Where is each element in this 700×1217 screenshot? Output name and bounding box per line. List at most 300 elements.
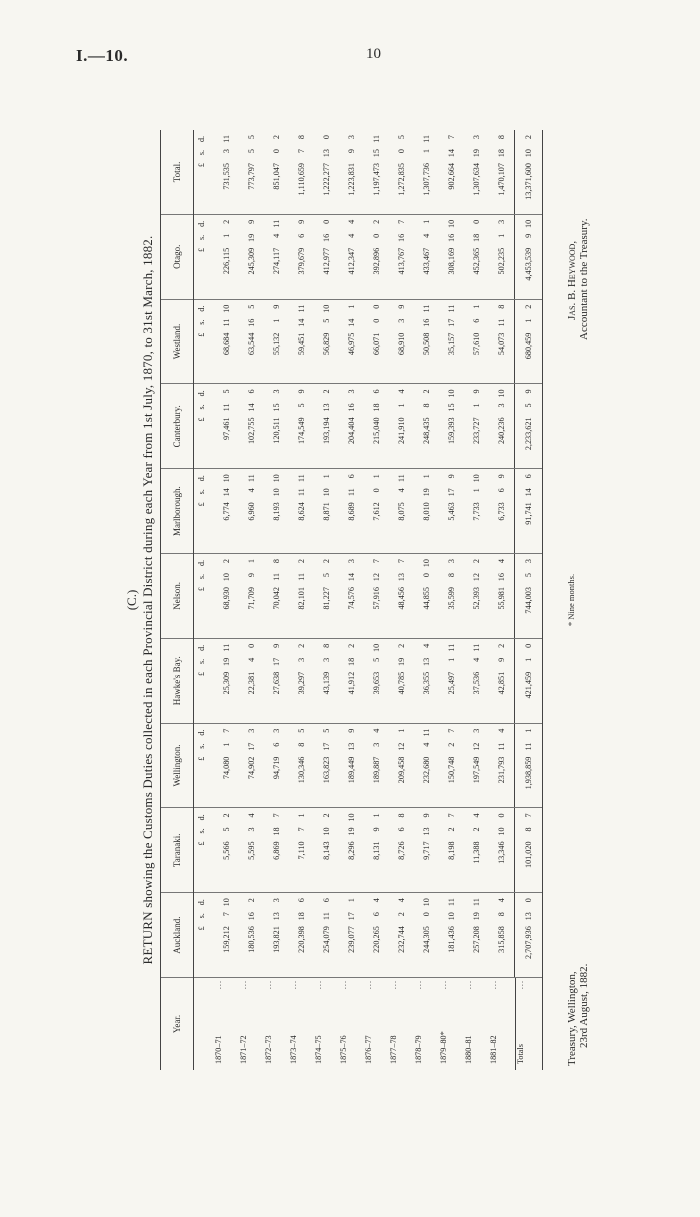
pence-value: 0 [524,898,533,903]
shillings-value: 14 [347,573,356,582]
pence-value: 11 [447,898,456,907]
unit-pence: d. [196,475,206,482]
amount-cell-total [339,130,364,214]
pence-value: 6 [347,474,356,479]
pounds-value: 413,767 [397,247,406,275]
pence-value: 9 [297,389,306,394]
amount-cell-marlborough [264,469,289,554]
shillings-value: 16 [247,318,256,327]
amount-cell-taranaki [264,808,289,893]
shillings-value: 1 [397,403,406,408]
shillings-value: 1 [422,149,431,154]
amount-cell-nelson [489,554,515,639]
pence-value: 4 [497,559,506,564]
shillings-value: 12 [372,573,381,582]
amount-cell-hawke-s-bay [314,638,339,723]
amount-cell-otago [339,214,364,299]
unit-labels [197,726,206,806]
pence-value: 1 [372,474,381,479]
amount-cell-total [489,130,515,214]
pence-value: 10 [497,389,506,398]
year-cell [464,978,489,1070]
pence-value: 2 [272,135,281,140]
shillings-value: 13 [524,912,533,921]
shillings-value: 8 [497,912,506,917]
pounds-value: 1,223,831 [347,163,356,196]
pounds-value: 231,793 [497,756,506,784]
pence-value: 1 [247,559,256,564]
pence-value: 11 [422,135,431,143]
shillings-value: 13 [397,573,406,582]
pence-value: 10 [447,389,456,398]
column-header-canterbury: Canterbury. [161,384,194,469]
pounds-value: 48,456 [397,587,406,610]
shillings-value: 5 [524,403,533,408]
amount-cell-auckland [264,893,289,978]
pence-value: 2 [397,643,406,648]
year-label: 1877–78 [389,1035,398,1064]
amount-cell-nelson [414,554,439,639]
amount-cell-marlborough [464,469,489,554]
amount-cell-nelson [289,554,314,639]
shillings-value: 6 [297,233,306,238]
footnote: * Nine months. [566,573,576,627]
pence-value: 5 [397,135,406,140]
unit-shilling: s. [196,319,206,325]
pounds-value: 379,679 [297,247,306,275]
amount-cell-westland [314,299,339,384]
pounds-value: 6,774 [222,502,231,521]
pence-value: 8 [322,643,331,648]
pence-value: 1 [322,474,331,479]
amount-cell-taranaki [489,808,515,893]
shillings-value: 1 [524,657,533,662]
shillings-value: 16 [447,233,456,243]
amount-cell-marlborough [389,469,414,554]
leader-dots: ... [489,980,498,990]
unit-pound: £ [196,332,206,337]
pounds-value: 57,916 [372,587,381,610]
amount-cell-otago [239,214,264,299]
pence-value: 10 [222,474,231,483]
pence-value: 0 [247,643,256,648]
shillings-value: 1 [272,318,281,323]
pounds-value: 220,398 [297,926,306,953]
shillings-value: 9 [497,657,506,662]
pence-value: 3 [347,135,356,140]
year-label: 1871–72 [239,1035,248,1064]
pounds-value: 412,977 [322,247,331,275]
unit-labels [197,386,206,466]
amount-cell-taranaki [515,808,543,893]
amount-cell-hawke-s-bay [414,638,439,723]
shillings-value: 2 [447,742,456,747]
amount-cell-marlborough [364,469,389,554]
pounds-value: 8,075 [397,502,406,521]
pence-value: 3 [347,559,356,564]
table-row [364,130,389,1070]
shillings-value: 11 [497,318,506,327]
unit-header-total [194,130,209,214]
totals-label: Totals [515,1044,525,1064]
amount-cell-taranaki [208,808,239,893]
amount-cell-otago [389,214,414,299]
pounds-value: 193,194 [322,417,331,445]
pence-value: 4 [347,219,356,224]
pounds-value: 46,975 [347,332,356,356]
pounds-value: 1,110,659 [297,163,306,196]
shillings-value: 4 [247,488,256,493]
pounds-value: 232,744 [397,926,406,953]
pence-value: 10 [272,474,281,483]
pounds-value: 27,638 [272,671,281,695]
unit-labels [197,132,206,212]
page-number: 10 [366,46,381,62]
table-row [489,130,515,1070]
pence-value: 11 [447,304,456,313]
amount-cell-westland [239,299,264,384]
pence-value: 5 [222,389,231,394]
shillings-value: 13 [272,912,281,921]
pence-value: 8 [397,813,406,818]
shillings-value: 14 [524,488,533,497]
table-row [439,130,464,1070]
amount-cell-auckland [364,893,389,978]
amount-cell-marlborough [208,469,239,554]
shillings-value: 11 [222,403,231,412]
pence-value: 11 [222,643,231,652]
shillings-value: 12 [472,742,481,751]
pounds-value: 308,169 [447,247,456,275]
pence-value: 11 [397,474,406,483]
issue-date: 23rd August, 1882. [578,963,590,1048]
shillings-value: 5 [247,149,256,154]
pounds-value: 150,748 [447,756,456,784]
pounds-value: 35,599 [447,587,456,610]
unit-pence: d. [196,644,206,651]
pence-value: 9 [524,389,533,394]
unit-pound: £ [196,587,206,592]
shillings-value: 9 [524,233,533,238]
document-reference: I.—10. [76,46,129,65]
amount-cell-wellington [389,723,414,808]
pounds-value: 315,858 [497,926,506,953]
amount-cell-total [464,130,489,214]
pence-value: 2 [497,643,506,648]
shillings-value: 5 [524,573,533,578]
pounds-value: 502,235 [497,247,506,275]
amount-cell-auckland [208,893,239,978]
amount-cell-otago [515,214,543,299]
amount-cell-wellington [414,723,439,808]
shillings-value: 8 [297,742,306,747]
pence-value: 9 [272,643,281,648]
shillings-value: 3 [397,318,406,323]
shillings-value: 12 [397,742,406,751]
shillings-value: 1 [524,318,533,323]
pounds-value: 8,624 [297,502,306,521]
column-header-nelson: Nelson. [161,554,194,639]
unit-pence: d. [196,899,206,906]
unit-pound: £ [196,926,206,931]
pounds-value: 7,110 [297,841,306,860]
pence-value: 2 [222,813,231,818]
totals-row [515,130,543,1070]
year-cell [264,978,289,1070]
shillings-value: 4 [472,657,481,662]
unit-pence: d. [196,136,206,142]
pounds-value: 159,393 [447,417,456,445]
year-column-header: Year. [161,978,194,1071]
pence-value: 9 [247,219,256,224]
unit-labels [197,556,206,636]
pence-value: 0 [497,813,506,818]
pounds-value: 66,071 [372,332,381,356]
pounds-value: 59,451 [297,332,306,356]
shillings-value: 3 [222,149,231,154]
pounds-value: 120,511 [272,417,281,444]
unit-pence: d. [196,814,206,821]
pounds-value: 452,365 [472,247,481,275]
shillings-value: 15 [272,403,281,412]
pence-value: 6 [322,898,331,903]
pence-value: 7 [447,728,456,733]
pounds-value: 193,821 [272,926,281,953]
amount-cell-hawke-s-bay [289,638,314,723]
year-cell [314,978,339,1070]
pounds-value: 5,566 [222,841,231,860]
shillings-value: 7 [297,827,306,832]
unit-header-wellington [194,723,209,808]
amount-cell-westland [464,299,489,384]
customs-duties-table [160,130,543,1070]
unit-shilling: s. [196,404,206,410]
shillings-value: 8 [524,827,533,832]
pence-value: 11 [372,135,381,143]
year-cell [239,978,264,1070]
pounds-value: 433,467 [422,247,431,275]
shillings-value: 9 [372,827,381,832]
pence-value: 5 [247,304,256,309]
shillings-value: 19 [397,657,406,666]
shillings-value: 17 [247,742,256,751]
pounds-value: 8,296 [347,841,356,860]
pence-value: 2 [347,643,356,648]
column-header-marlborough: Marlborough. [161,469,194,554]
pounds-value: 70,042 [272,587,281,610]
unit-pence: d. [196,729,206,736]
pence-value: 3 [447,559,456,564]
pounds-value: 204,404 [347,417,356,445]
unit-shilling: s. [196,658,206,664]
unit-labels [197,302,206,382]
pence-value: 8 [497,304,506,309]
unit-header-hawke-s-bay [194,638,209,723]
shillings-value: 11 [222,318,231,327]
shillings-value: 3 [497,403,506,408]
amount-cell-total [389,130,414,214]
year-cell [339,978,364,1070]
pence-value: 1 [372,813,381,818]
amount-cell-total [208,130,239,214]
pence-value: 10 [347,813,356,822]
leader-dots: ... [289,980,298,990]
pence-value: 2 [297,559,306,564]
pence-value: 11 [297,304,306,313]
pounds-value: 241,910 [397,417,406,445]
pence-value: 3 [347,389,356,394]
shillings-value: 1 [472,488,481,493]
shillings-value: 11 [524,742,533,751]
shillings-value: 1 [447,657,456,662]
pence-value: 3 [272,389,281,394]
year-label: 1878–79 [414,1035,423,1064]
pounds-value: 240,236 [497,417,506,445]
amount-cell-westland [264,299,289,384]
pounds-value: 37,536 [472,671,481,695]
pounds-value: 56,829 [322,332,331,356]
amount-cell-canterbury [208,384,239,469]
amount-cell-taranaki [439,808,464,893]
pence-value: 0 [372,304,381,309]
table-body [208,130,515,1070]
shillings-value: 10 [222,573,231,582]
pence-value: 1 [347,898,356,903]
pounds-value: 248,435 [422,417,431,445]
shillings-value: 19 [472,149,481,158]
unit-pence: d. [196,220,206,227]
amount-cell-nelson [208,554,239,639]
year-cell [389,978,414,1070]
pence-value: 11 [472,898,481,907]
amount-cell-westland [389,299,414,384]
pence-value: 10 [422,559,431,568]
unit-labels [197,217,206,297]
shillings-value: 18 [297,912,306,921]
pounds-value: 181,436 [447,926,456,953]
pounds-value: 8,871 [322,502,331,521]
shillings-value: 18 [472,233,481,243]
year-label: 1870–71 [214,1035,223,1064]
year-cell [364,978,389,1070]
pounds-value: 102,755 [247,417,256,445]
pence-value: 2 [322,559,331,564]
pence-value: 8 [297,135,306,140]
pounds-value: 180,536 [247,926,256,953]
pence-value: 11 [247,474,256,483]
year-label: 1879–80* [439,1031,448,1064]
pence-value: 2 [297,643,306,648]
pounds-value: 7,612 [372,502,381,521]
amount-cell-marlborough [339,469,364,554]
shillings-value: 11 [297,573,306,581]
pence-value: 4 [397,898,406,903]
shillings-value: 17 [272,657,281,666]
amount-cell-otago [314,214,339,299]
pence-value: 2 [472,559,481,564]
amount-cell-wellington [339,723,364,808]
leader-dots: ... [515,980,525,990]
pounds-value: 25,309 [222,671,231,695]
shillings-value: 1 [222,233,231,238]
unit-shilling: s. [196,574,206,580]
shillings-value: 0 [422,573,431,578]
shillings-value: 4 [247,657,256,662]
shillings-value: 17 [322,742,331,751]
pounds-value: 8,143 [322,841,331,860]
amount-cell-canterbury [289,384,314,469]
shillings-value: 1 [222,742,231,747]
pence-value: 3 [247,728,256,733]
shillings-value: 16 [397,233,406,243]
pounds-value: 254,079 [322,926,331,953]
shillings-value: 7 [297,149,306,154]
shillings-value: 2 [472,827,481,832]
pounds-value: 43,139 [322,671,331,695]
table-row [264,130,289,1070]
shillings-value: 1 [497,233,506,238]
pence-value: 7 [272,813,281,818]
pence-value: 0 [322,219,331,224]
pence-value: 1 [397,728,406,733]
pounds-value: 74,576 [347,587,356,610]
pounds-value: 8,689 [347,502,356,521]
pounds-value: 9,717 [422,841,431,860]
shillings-value: 2 [397,912,406,917]
amount-cell-taranaki [239,808,264,893]
column-header-otago: Otago. [161,214,194,299]
shillings-value: 19 [247,233,256,243]
shillings-value: 4 [347,233,356,238]
pounds-value: 94,719 [272,756,281,780]
pounds-value: 5,463 [447,502,456,521]
shillings-value: 19 [222,657,231,666]
amount-cell-wellington [264,723,289,808]
pounds-value: 1,470,107 [497,163,506,196]
amount-cell-total [364,130,389,214]
amount-cell-marlborough [289,469,314,554]
shillings-value: 10 [447,912,456,921]
pence-value: 7 [222,728,231,733]
pence-value: 6 [247,389,256,394]
return-letter: (C.) [124,589,139,611]
leader-dots: ... [214,980,223,990]
year-label: 1874–75 [314,1035,323,1064]
leader-dots: ... [364,980,373,990]
shillings-value: 8 [447,573,456,578]
totals-label-cell [515,978,543,1070]
amount-cell-nelson [339,554,364,639]
unit-header-westland [194,299,209,384]
year-cell [289,978,314,1070]
shillings-value: 4 [422,742,431,747]
unit-labels [197,895,206,975]
amount-cell-wellington [314,723,339,808]
pounds-value: 1,938,859 [524,756,533,790]
pounds-value: 744,003 [524,587,533,614]
amount-cell-otago [364,214,389,299]
amount-cell-wellington [289,723,314,808]
amount-cell-nelson [239,554,264,639]
amount-cell-westland [364,299,389,384]
amount-cell-wellington [464,723,489,808]
shillings-value: 16 [322,233,331,243]
pence-value: 2 [524,304,533,309]
pounds-value: 42,851 [497,671,506,695]
pounds-value: 82,101 [297,587,306,610]
shillings-value: 11 [347,488,356,497]
shillings-value: 4 [272,233,281,238]
